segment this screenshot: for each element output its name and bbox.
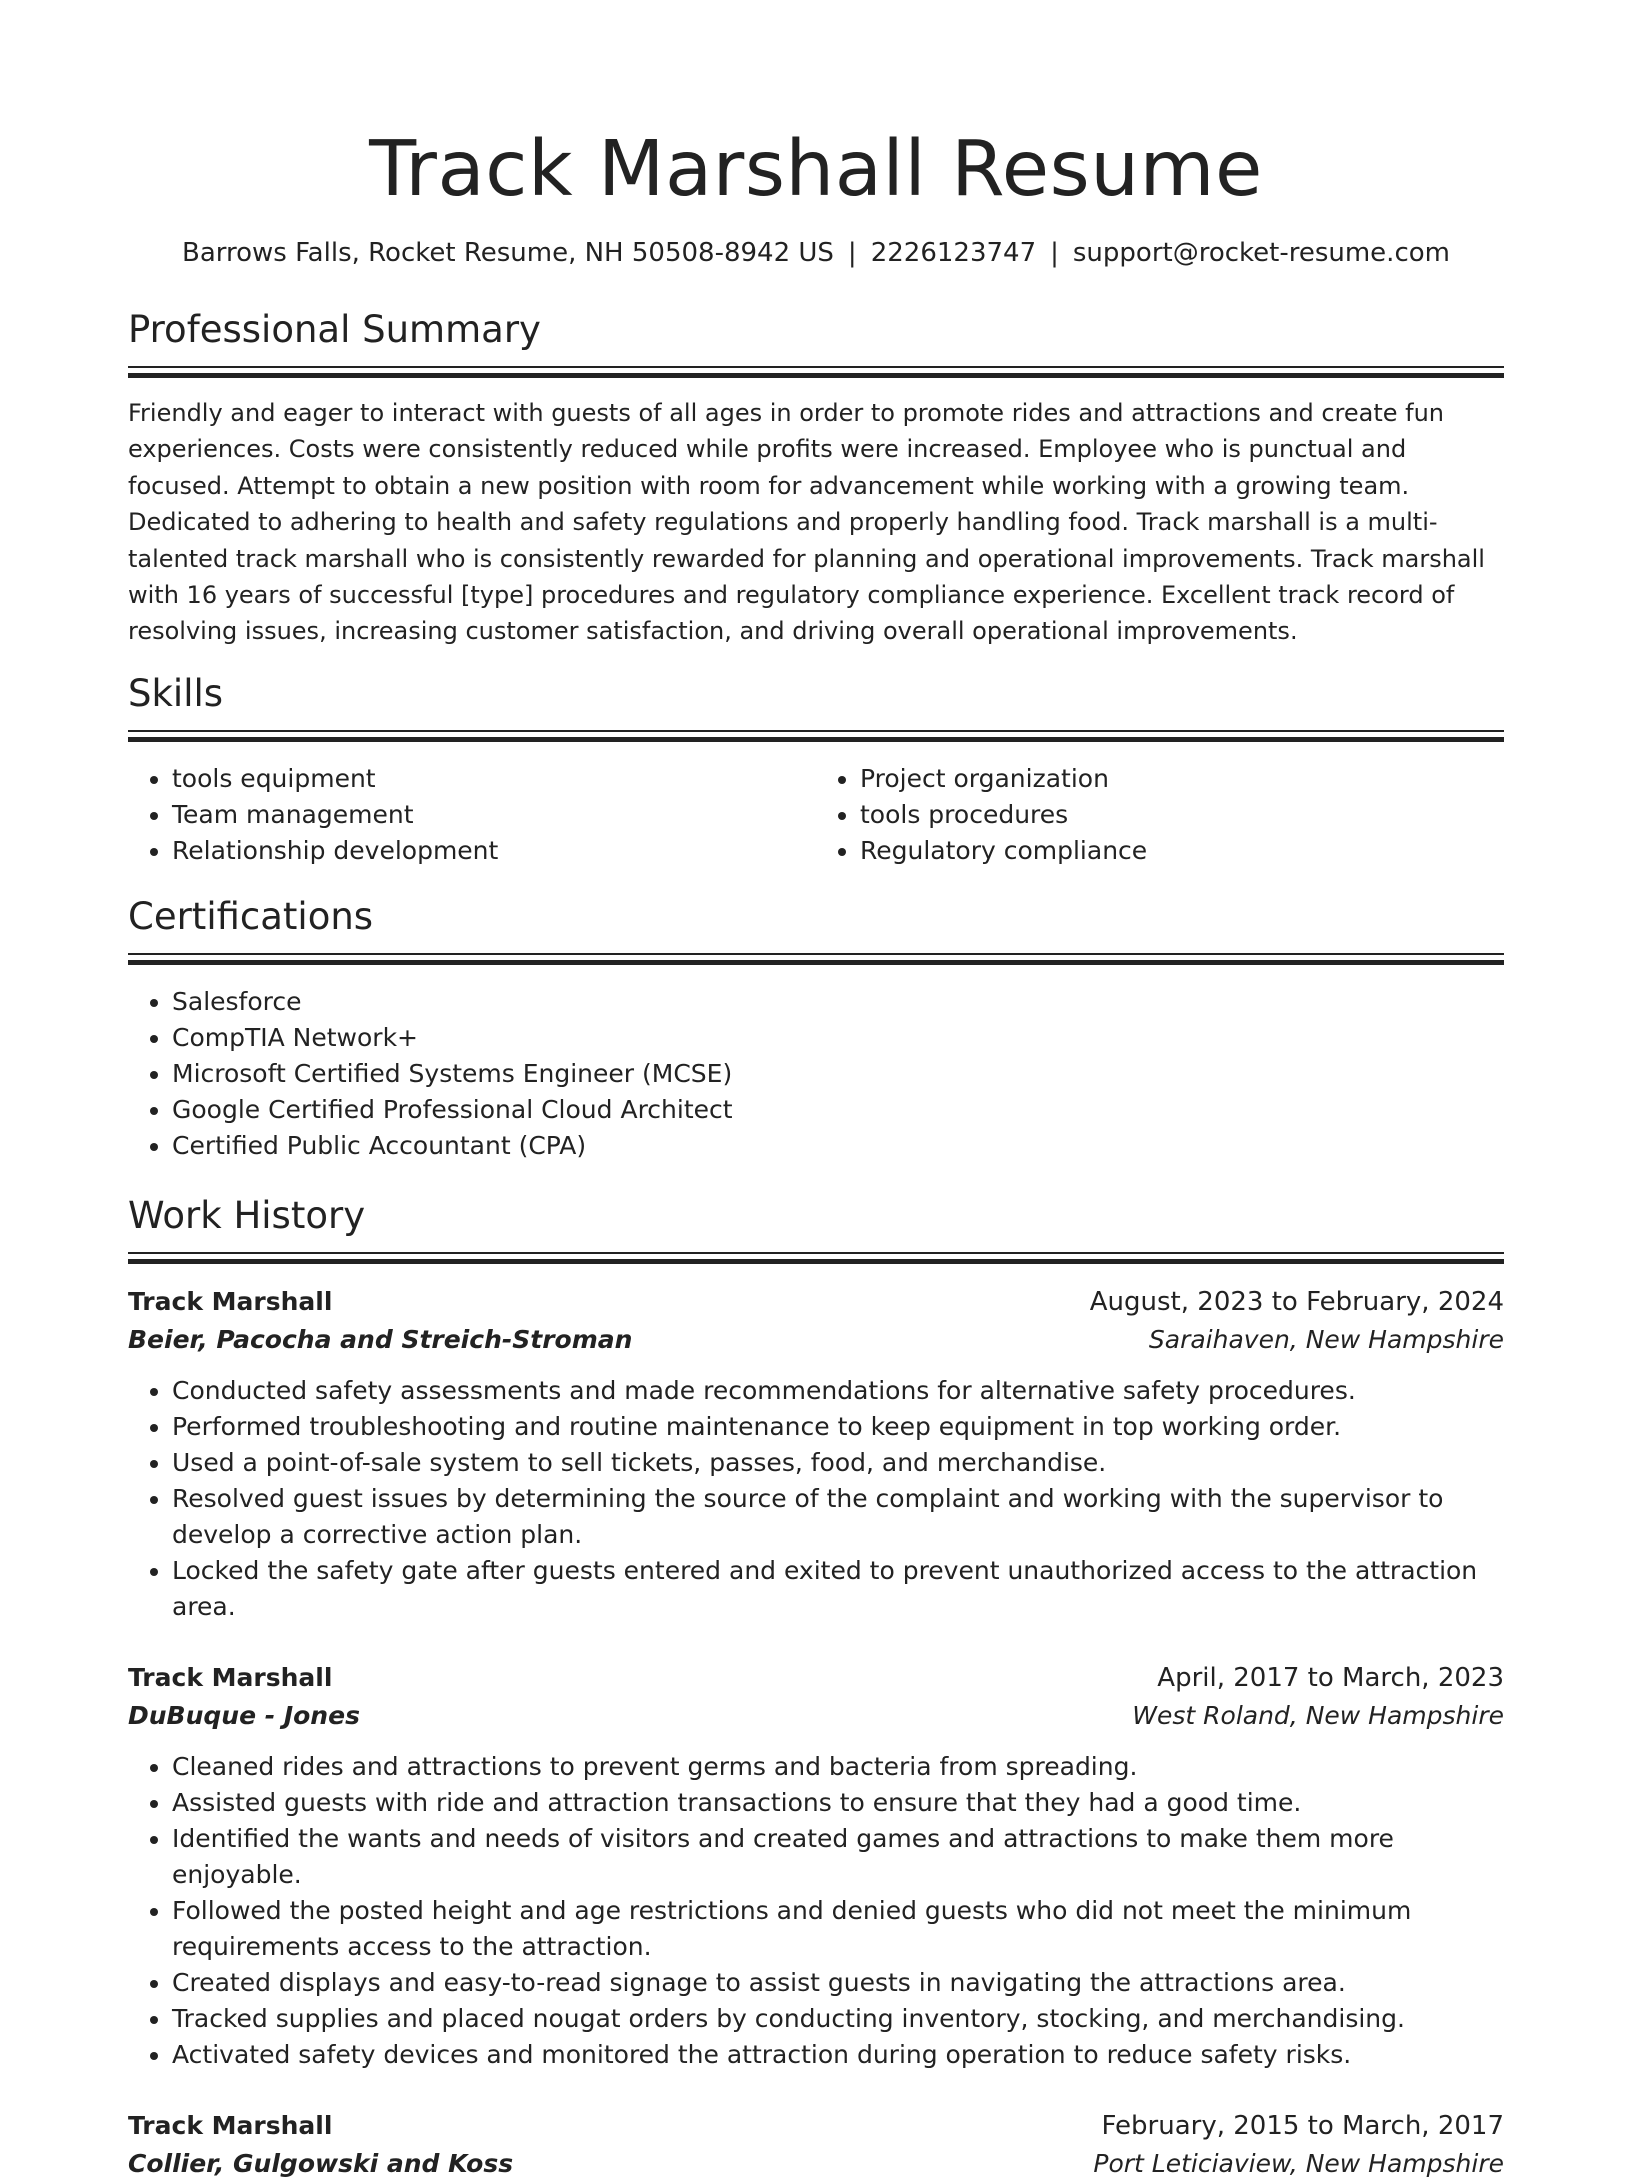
skill-item: • Team management: [172, 797, 816, 833]
job-bullet: • Followed the posted height and age restrictions and denied guests who did not meet the minimum requirements access to the attraction.: [172, 1893, 1504, 1965]
certification-item: • Microsoft Certified Systems Engineer (MCSE): [172, 1056, 1504, 1092]
contact-separator: |: [847, 238, 857, 268]
skills-list-left: [128, 761, 816, 869]
skill-item: • tools procedures: [860, 797, 1504, 833]
job-dates: April, 2017 to March, 2023: [1157, 1662, 1504, 1693]
contact-separator: |: [1050, 238, 1059, 268]
section-title-summary: Professional Summary: [128, 308, 541, 351]
section-title-skills: Skills: [128, 671, 224, 715]
skills-list-right: [816, 761, 1504, 869]
job-entry: [128, 1659, 1504, 2073]
job-header-row: [128, 1659, 1504, 1697]
skills-section: [128, 670, 1504, 869]
contact-address: Barrows Falls, Rocket Resume, NH 50508-8942 US: [182, 238, 834, 268]
job-bullet: • Created displays and easy-to-read signage to assist guests in navigating the attractions area.: [172, 1965, 1504, 2001]
section-title-certifications: Certifications: [128, 894, 374, 938]
certification-item: • Google Certified Professional Cloud Architect: [172, 1092, 1504, 1128]
job-title: Track Marshall: [128, 1286, 333, 1316]
job-entry: [128, 1283, 1504, 1625]
summary-section: [128, 306, 1504, 650]
job-bullet: • Tracked supplies and placed nougat orders by conducting inventory, stocking, and merchandising.: [172, 2001, 1504, 2037]
skill-item: • tools equipment: [172, 761, 816, 797]
skill-item: • Relationship development: [172, 833, 816, 869]
section-divider: [128, 1252, 1504, 1265]
certifications-section: [128, 893, 1504, 1164]
job-location: West Roland, New Hampshire: [1132, 1700, 1504, 1730]
job-dates: August, 2023 to February, 2024: [1089, 1286, 1504, 1317]
skill-item: • Project organization: [860, 761, 1504, 797]
job-bullet: • Performed troubleshooting and routine maintenance to keep equipment in top working order.: [172, 1409, 1504, 1445]
job-subheader-row: [128, 1321, 1504, 1359]
resume-title: Track Marshall Resume: [369, 125, 1263, 214]
job-bullet: • Locked the safety gate after guests entered and exited to prevent unauthorized access to the attraction area.: [172, 1553, 1504, 1625]
job-header-row: [128, 2107, 1504, 2145]
certification-item: • Salesforce: [172, 984, 1504, 1020]
job-bullets: [128, 1749, 1504, 2073]
job-title: Track Marshall: [128, 1662, 333, 1692]
skills-grid: [128, 761, 1504, 869]
skill-item: • Regulatory compliance: [860, 833, 1504, 869]
job-subheader-row: [128, 2145, 1504, 2183]
job-bullet: • Used a point-of-sale system to sell tickets, passes, food, and merchandise.: [172, 1445, 1504, 1481]
section-divider: [128, 953, 1504, 966]
job-bullets: [128, 1373, 1504, 1625]
job-bullet: • Conducted safety assessments and made recommendations for alternative safety procedures.: [172, 1373, 1504, 1409]
contact-line: [128, 236, 1504, 270]
certifications-list: [128, 984, 1504, 1164]
job-entry: [128, 2107, 1504, 2183]
section-divider: [128, 730, 1504, 743]
job-company: DuBuque - Jones: [128, 1700, 360, 1730]
section-divider: [128, 366, 1504, 379]
contact-phone: 2226123747: [870, 238, 1037, 268]
job-bullet: • Activated safety devices and monitored the attraction during operation to reduce safety risks.: [172, 2037, 1504, 2073]
job-dates: February, 2015 to March, 2017: [1101, 2110, 1504, 2141]
job-header-row: [128, 1283, 1504, 1321]
job-bullet: • Resolved guest issues by determining the source of the complaint and working with the supervisor to develop a corrective action plan.: [172, 1481, 1504, 1553]
job-bullet: • Cleaned rides and attractions to prevent germs and bacteria from spreading.: [172, 1749, 1504, 1785]
section-title-work-history: Work History: [128, 1193, 366, 1237]
certification-item: • CompTIA Network+: [172, 1020, 1504, 1056]
job-location: Port Leticiaview, New Hampshire: [1093, 2148, 1504, 2178]
certification-item: • Certified Public Accountant (CPA): [172, 1128, 1504, 1164]
contact-email[interactable]: support@rocket-resume.com: [1072, 238, 1450, 268]
job-bullet: • Identified the wants and needs of visitors and created games and attractions to make them more enjoyable.: [172, 1821, 1504, 1893]
job-title: Track Marshall: [128, 2110, 333, 2140]
work-history-section: [128, 1192, 1504, 2183]
job-bullet: • Assisted guests with ride and attraction transactions to ensure that they had a good time.: [172, 1785, 1504, 1821]
job-location: Saraihaven, New Hampshire: [1148, 1324, 1504, 1354]
job-subheader-row: [128, 1697, 1504, 1735]
summary-text: Friendly and eager to interact with guests of all ages in order to promote rides and attractions and create fun experiences. Costs were consistently reduced while profits were increased. Employee who is punctual and focused. Attempt to obtain a new position with room for advancement while working with a growing team. Dedicated to adhering to health and safety regulations and properly handling food. Track marshall is a multi-talented track marshall who is consistently rewarded for planning and operational improvements. Track marshall with 16 years of successful [type] procedures and regulatory compliance experience. Excellent track record of resolving issues, increasing customer satisfaction, and driving overall operational improvements.: [128, 399, 1485, 646]
job-company: Collier, Gulgowski and Koss: [128, 2148, 514, 2178]
job-company: Beier, Pacocha and Streich-Stroman: [128, 1324, 633, 1354]
